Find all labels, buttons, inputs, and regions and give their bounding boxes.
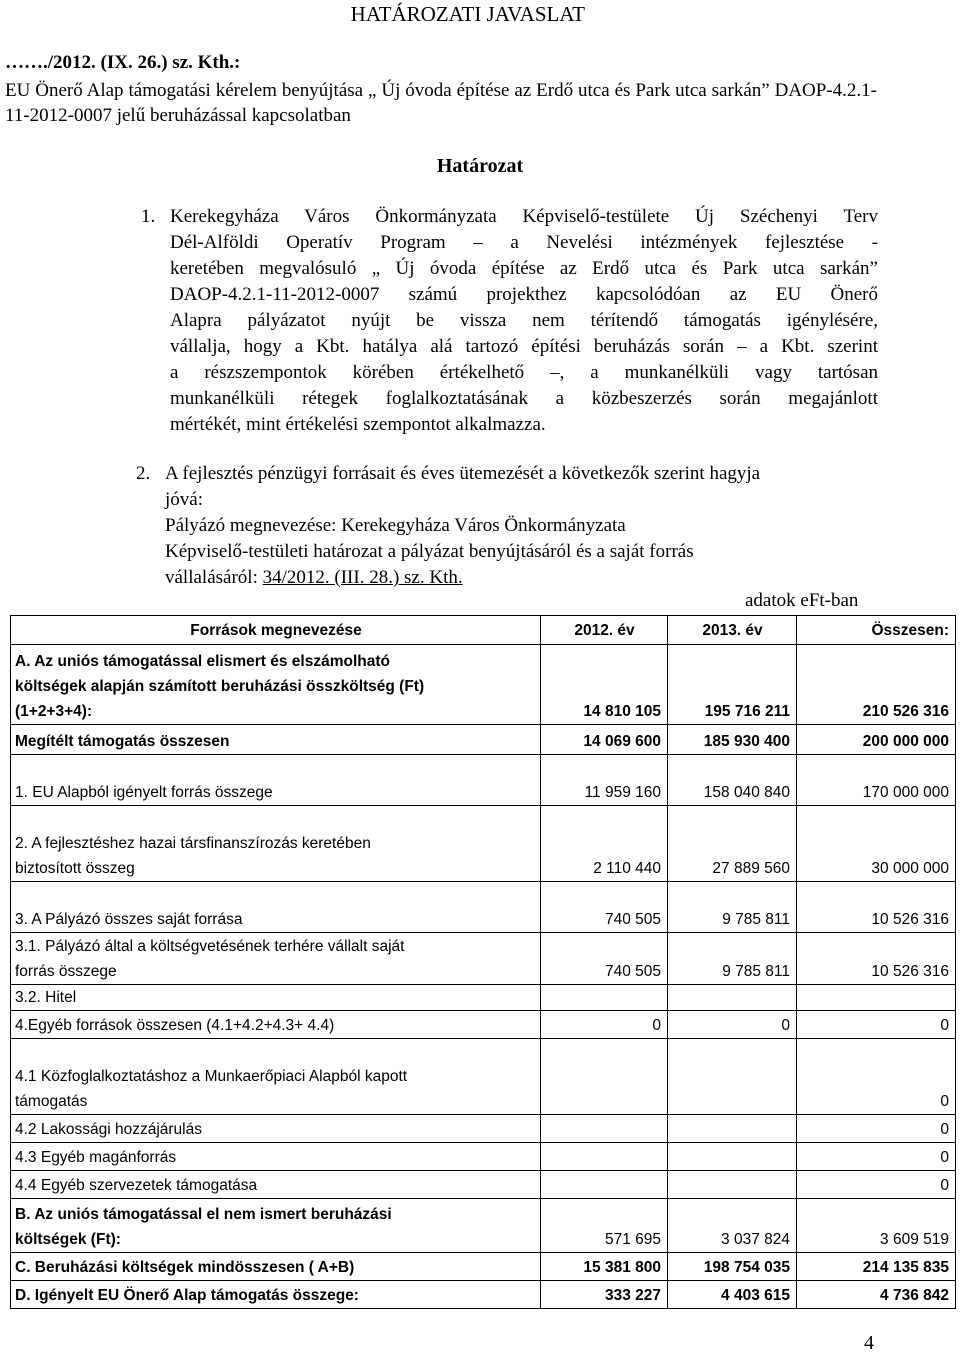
resolution-subject: EU Önerő Alap támogatási kérelem benyújtása „ Új óvoda építése az Erdő utca és Park utca sarkán” DAOP-4.2.1-11-2012-0007 jelű beruházással kapcsolatban — [5, 80, 877, 126]
row-2013: 185 930 400 — [668, 725, 797, 755]
row-total: 10 526 316 — [797, 933, 956, 985]
row-label: 4.Egyéb források összesen (4.1+4.2+4.3+ 4.4) — [11, 1011, 541, 1039]
point-2-body — [165, 461, 877, 591]
table-row — [11, 1253, 956, 1281]
row-2012: 15 381 800 — [541, 1253, 668, 1281]
row-2013: 198 754 035 — [668, 1253, 797, 1281]
table-row — [11, 1199, 956, 1253]
table-row — [11, 933, 956, 985]
row-2013 — [668, 1171, 797, 1199]
row-total: 10 526 316 — [797, 882, 956, 933]
table-header-row — [11, 616, 956, 645]
row-2013 — [668, 1039, 797, 1115]
table-row — [11, 725, 956, 755]
decision-prefix: vállalásáról: — [165, 567, 263, 588]
table-row — [11, 1143, 956, 1171]
decision-reference: 34/2012. (III. 28.) sz. Kth. — [262, 567, 463, 588]
row-2012: 2 110 440 — [541, 806, 668, 882]
row-label: 1. EU Alapból igényelt forrás összege — [11, 755, 541, 806]
row-label: D. Igényelt EU Önerő Alap támogatás összege: — [11, 1281, 541, 1309]
row-total: 0 — [797, 1039, 956, 1115]
point-1-line: vállalja, hogy a Kbt. hatálya alá tartozó építési beruházás során – a Kbt. szerint — [170, 336, 878, 357]
row-2012 — [541, 1143, 668, 1171]
row-total — [797, 985, 956, 1011]
row-label: C. Beruházási költségek mindösszesen ( A+B) — [11, 1253, 541, 1281]
table-row — [11, 985, 956, 1011]
point-1-line: Alapra pályázatot nyújt be vissza nem térítendő támogatás igénylésére, — [170, 310, 878, 331]
row-total: 4 736 842 — [797, 1281, 956, 1309]
row-label: 4.4 Egyéb szervezetek támogatása — [11, 1171, 541, 1199]
row-2012: 11 959 160 — [541, 755, 668, 806]
page-number: 4 — [864, 1332, 874, 1354]
row-2012: 740 505 — [541, 933, 668, 985]
table-row — [11, 1039, 956, 1115]
point-1-body — [170, 204, 878, 438]
point-2-line: A fejlesztés pénzügyi forrásait és éves ütemezését a következők szerint hagyja — [165, 463, 761, 484]
row-2013: 3 037 824 — [668, 1199, 797, 1253]
table-row — [11, 645, 956, 725]
resolution-heading: Határozat — [436, 155, 524, 177]
row-2013 — [668, 985, 797, 1011]
decision-line — [165, 565, 877, 591]
row-2012 — [541, 1171, 668, 1199]
header-sources: Források megnevezése — [11, 616, 541, 645]
row-2013 — [668, 1143, 797, 1171]
unit-note: adatok eFt-ban — [745, 590, 859, 611]
row-2012: 740 505 — [541, 882, 668, 933]
row-total: 3 609 519 — [797, 1199, 956, 1253]
decision-line: Képviselő-testületi határozat a pályázat benyújtásáról és a saját forrás — [165, 541, 694, 562]
row-2012: 14 069 600 — [541, 725, 668, 755]
financing-table — [10, 615, 956, 1309]
row-total: 210 526 316 — [797, 645, 956, 725]
row-label: A. Az uniós támogatással elismert és elszámolható költségek alapján számított beruházási összköltség (Ft) (1+2+3+4): — [11, 645, 541, 725]
point-1-line: Dél-Alföldi Operatív Program – a Nevelési intézmények fejlesztése - — [170, 232, 878, 253]
row-2013: 9 785 811 — [668, 882, 797, 933]
row-total: 170 000 000 — [797, 755, 956, 806]
header-total: Összesen: — [797, 616, 956, 645]
row-2012: 571 695 — [541, 1199, 668, 1253]
row-total: 214 135 835 — [797, 1253, 956, 1281]
point-1-line: DAOP-4.2.1-11-2012-0007 számú projekthez kapcsolódóan az EU Önerő — [170, 284, 878, 305]
point-1-line: mértékét, mint értékelési szempontot alkalmazza. — [170, 414, 546, 435]
row-label: 4.2 Lakossági hozzájárulás — [11, 1115, 541, 1143]
table-row — [11, 755, 956, 806]
applicant-name: Pályázó megnevezése: Kerekegyháza Város Önkormányzata — [165, 515, 626, 536]
document-title: HATÁROZATI JAVASLAT — [350, 2, 585, 26]
table-row — [11, 882, 956, 933]
row-2013: 4 403 615 — [668, 1281, 797, 1309]
point-1-number: 1. — [141, 206, 156, 227]
row-2013 — [668, 1115, 797, 1143]
row-label: 3.2. Hitel — [11, 985, 541, 1011]
table-row — [11, 1171, 956, 1199]
point-1-line: keretében megvalósuló „ Új óvoda építése az Erdő utca és Park utca sarkán” — [170, 258, 878, 279]
row-total: 0 — [797, 1171, 956, 1199]
point-1-line: munkanélküli rétegek foglalkoztatásának a közbeszerzés során megajánlott — [170, 388, 878, 409]
point-2-line: jóvá: — [165, 489, 203, 510]
row-2012 — [541, 985, 668, 1011]
row-2013: 158 040 840 — [668, 755, 797, 806]
row-2013: 27 889 560 — [668, 806, 797, 882]
row-total: 200 000 000 — [797, 725, 956, 755]
row-2012: 0 — [541, 1011, 668, 1039]
row-label: 4.3 Egyéb magánforrás — [11, 1143, 541, 1171]
row-label: 3. A Pályázó összes saját forrása — [11, 882, 541, 933]
point-1-line: a részszempontok körében értékelhető –, a munkanélküli vagy tartósan — [170, 362, 878, 383]
row-total: 0 — [797, 1011, 956, 1039]
table-row — [11, 1011, 956, 1039]
row-2013: 195 716 211 — [668, 645, 797, 725]
row-2013: 9 785 811 — [668, 933, 797, 985]
row-label: 4.1 Közfoglalkoztatáshoz a Munkaerőpiaci Alapból kapott támogatás — [11, 1039, 541, 1115]
row-total: 0 — [797, 1115, 956, 1143]
row-total: 0 — [797, 1143, 956, 1171]
row-2012 — [541, 1039, 668, 1115]
point-2-number: 2. — [136, 463, 151, 484]
row-label: Megítélt támogatás összesen — [11, 725, 541, 755]
point-1-line: Kerekegyháza Város Önkormányzata Képviselő-testülete Új Széchenyi Terv — [170, 206, 878, 227]
header-2013: 2013. év — [668, 616, 797, 645]
row-total: 30 000 000 — [797, 806, 956, 882]
row-2012: 333 227 — [541, 1281, 668, 1309]
row-2013: 0 — [668, 1011, 797, 1039]
row-2012: 14 810 105 — [541, 645, 668, 725]
resolution-reference: ……./2012. (IX. 26.) sz. Kth.: — [5, 52, 241, 73]
header-2012: 2012. év — [541, 616, 668, 645]
table-row — [11, 1115, 956, 1143]
row-label: 2. A fejlesztéshez hazai társfinanszírozás keretében biztosított összeg — [11, 806, 541, 882]
table-row — [11, 1281, 956, 1309]
row-2012 — [541, 1115, 668, 1143]
row-label: B. Az uniós támogatással el nem ismert beruházási költségek (Ft): — [11, 1199, 541, 1253]
row-label: 3.1. Pályázó által a költségvetésének terhére vállalt saját forrás összege — [11, 933, 541, 985]
table-row — [11, 806, 956, 882]
